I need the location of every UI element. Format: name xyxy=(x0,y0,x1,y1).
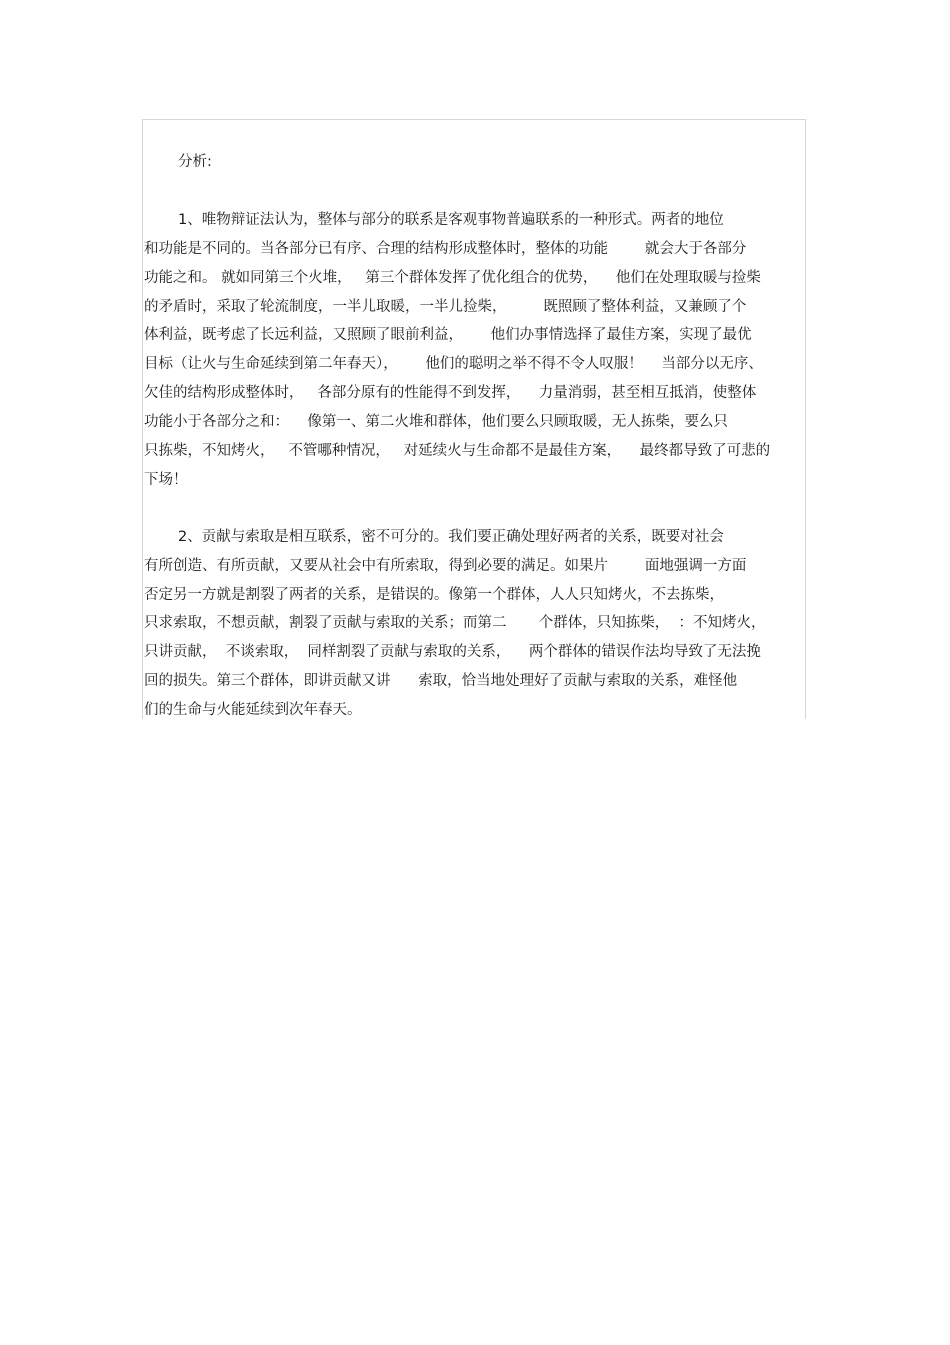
p1-line-8: 功能小于各部分之和： 像第一、第二火堆和群体，他们要么只顾取暖，无人拣柴，要么只 xyxy=(144,414,728,430)
heading-analysis: 分析: xyxy=(178,154,212,170)
p2-line-2: 有所创造、有所贡献，又要从社会中有所索取，得到必要的满足。如果片 面地强调一方面 xyxy=(144,558,747,574)
p1-line-6: 目标（让火与生命延续到第二年春天）， 他们的聪明之举不得不令人叹服！ 当部分以无序、 xyxy=(144,356,763,372)
p1-line-4: 的矛盾时，采取了轮流制度，一半儿取暖，一半儿捡柴， 既照顾了整体利益，又兼顾了个 xyxy=(144,299,747,315)
p2-line-7: 们的生命与火能延续到次年春天。 xyxy=(144,702,362,718)
p2-line-1: 2、贡献与索取是相互联系，密不可分的。我们要正确处理好两者的关系，既要对社会 xyxy=(178,529,724,545)
p2-line-5: 只讲贡献， 不谈索取， 同样割裂了贡献与索取的关系， 两个群体的错误作法均导致了无法挽 xyxy=(144,644,761,660)
p2-line-3: 否定另一方就是割裂了两者的关系，是错误的。像第一个群体，人人只知烤火，不去拣柴， xyxy=(144,587,724,603)
p1-line-1: 1、唯物辩证法认为，整体与部分的联系是客观事物普遍联系的一种形式。两者的地位 xyxy=(178,212,724,228)
p2-line-4: 只求索取，不想贡献，割裂了贡献与索取的关系；而第二 个群体，只知拣柴， ：不知烤火， xyxy=(144,615,766,631)
p1-line-7: 欠佳的结构形成整体时， 各部分原有的性能得不到发挥， 力量消弱，甚至相互抵消，使整体 xyxy=(144,385,757,401)
p1-line-9: 只拣柴，不知烤火， 不管哪种情况， 对延续火与生命都不是最佳方案， 最终都导致了可悲的 xyxy=(144,443,771,459)
p1-line-5: 体利益，既考虑了长远利益，又照顾了眼前利益， 他们办事情选择了最佳方案，实现了最优 xyxy=(144,327,752,343)
p1-line-10: 下场！ xyxy=(144,472,188,488)
p1-line-3: 功能之和。 就如同第三个火堆， 第三个群体发挥了优化组合的优势， 他们在处理取暖与捡柴 xyxy=(144,270,761,286)
p2-line-6: 回的损失。第三个群体，即讲贡献又讲 索取，恰当地处理好了贡献与索取的关系，难怪他 xyxy=(144,673,738,689)
p1-line-2: 和功能是不同的。当各部分已有序、合理的结构形成整体时，整体的功能 就会大于各部分 xyxy=(144,241,747,257)
